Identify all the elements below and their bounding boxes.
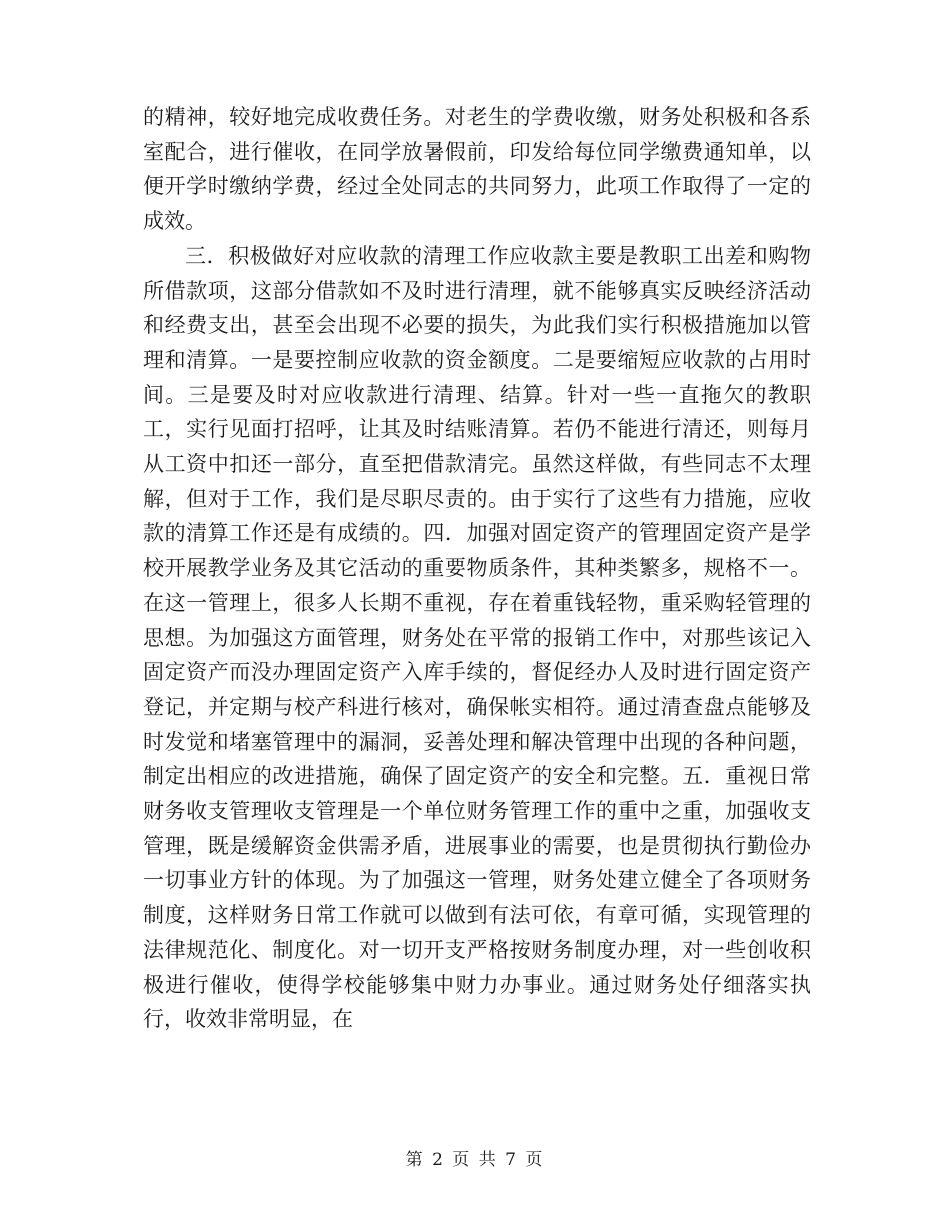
document-body [143,100,811,1037]
paragraph-continuation: 的精神，较好地完成收费任务。对老生的学费收缴，财务处积极和各系室配合，进行催收，在同学放暑假前，印发给每位同学缴费通知单，以便开学时缴纳学费，经过全处同志的共同努力，此项工作取得了一定的成效。 [143,105,811,234]
page-number-footer: 第 2 页 共 7 页 [405,1150,545,1170]
paragraph-section-three-to-five: 三．积极做好对应收款的清理工作应收款主要是教职工出差和购物所借款项，这部分借款如不及时进行清理，就不能够真实反映经济活动和经费支出，甚至会出现不必要的损失，为此我们实行积极措施加以管理和清算。一是要控制应收款的资金额度。二是要缩短应收款的占用时间。三是要及时对应收款进行清理、结算。针对一些一直拖欠的教职工，实行见面打招呼，让其及时结账清算。若仍不能进行清还，则每月从工资中扣还一部分，直至把借款清完。虽然这样做，有些同志不太理解，但对于工作，我们是尽职尽责的。由于实行了这些有力措施，应收款的清算工作还是有成绩的。四．加强对固定资产的管理固定资产是学校开展教学业务及其它活动的重要物质条件，其种类繁多，规格不一。在这一管理上，很多人长期不重视，存在着重钱轻物，重采购轻管理的思想。为加强这方面管理，财务处在平常的报销工作中，对那些该记入固定资产而没办理固定资产入库手续的，督促经办人及时进行固定资产登记，并定期与校产科进行核对，确保帐实相符。通过清查盘点能够及时发觉和堵塞管理中的漏洞，妥善处理和解决管理中出现的各种问题，制定出相应的改进措施，确保了固定资产的安全和完整。五．重视日常财务收支管理收支管理是一个单位财务管理工作的重中之重，加强收支管理，既是缓解资金供需矛盾，进展事业的需要，也是贯彻执行勤俭办一切事业方针的体现。为了加强这一管理，财务处建立健全了各项财务制度，这样财务日常工作就可以做到有法可依，有章可循，实现管理的法律规范化、制度化。对一切开支严格按财务制度办理，对一些创收积极进行催收，使得学校能够集中财力办事业。通过财务处仔细落实执行，收效非常明显，在 [143,243,811,1032]
